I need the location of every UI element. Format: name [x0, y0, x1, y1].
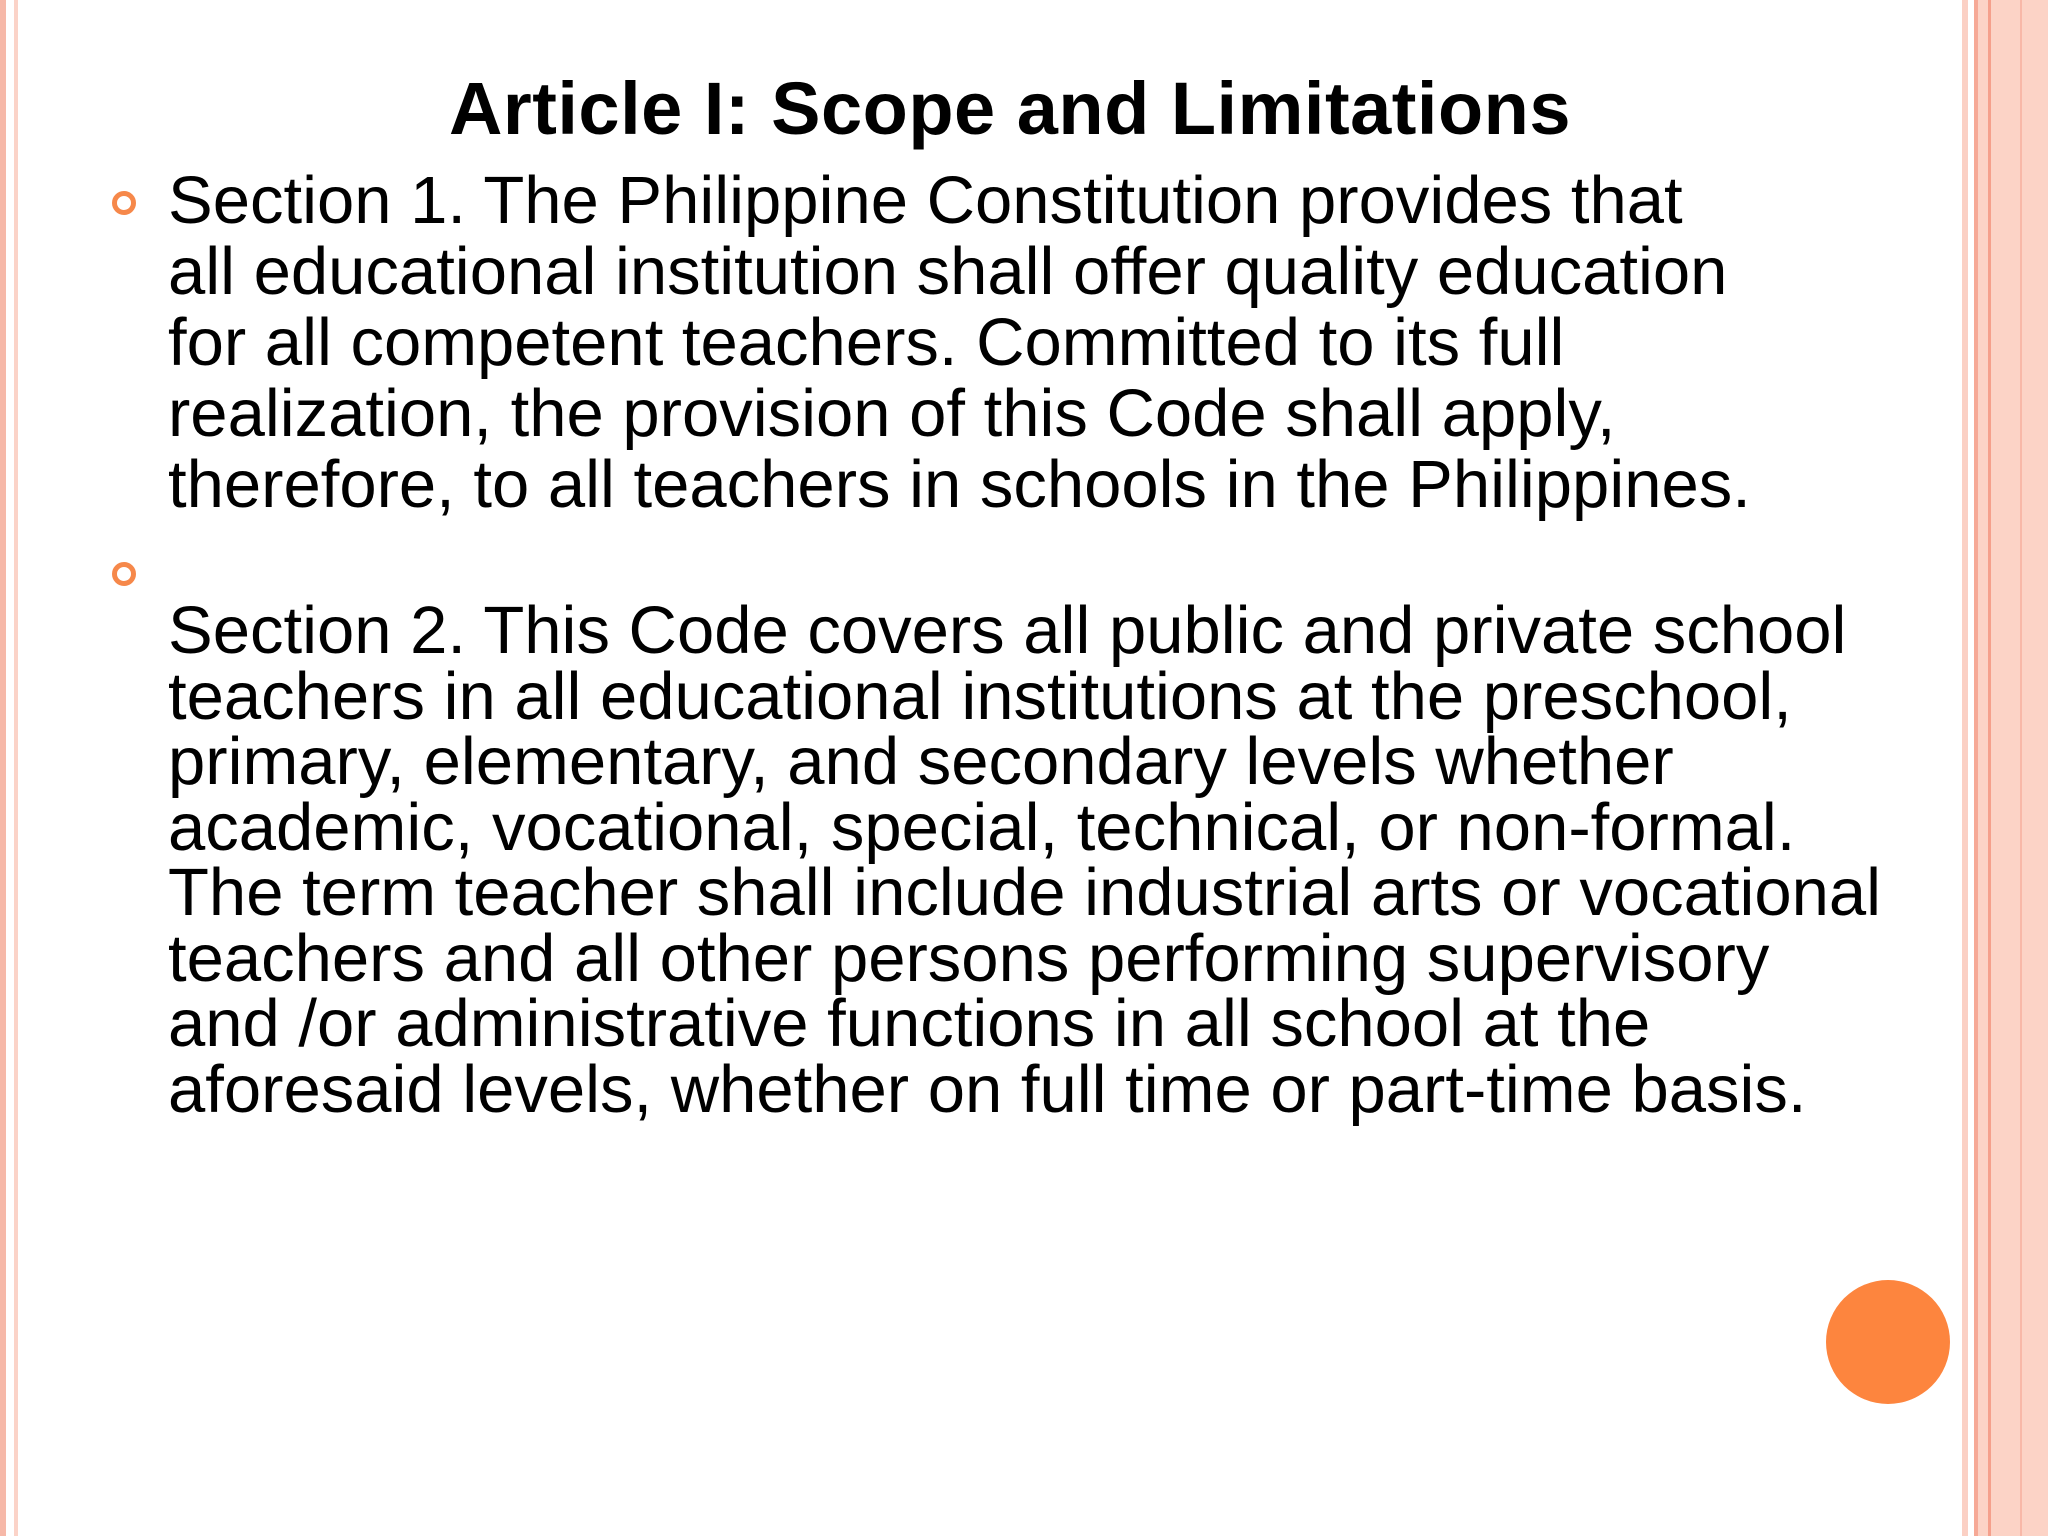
- left-border-line: [0, 0, 6, 1536]
- section-2-text: Section 2. This Code covers all public and private school teachers in all educational institutions at the preschool, primary, elementary, and secondary levels whether academic, vocational, special, technical, or non-formal. The term teacher shall include industrial arts or vocational teachers and all other persons performing supervisory and /or administrative functions in all school at the aforesaid levels, whether on full time or part-time basis.: [168, 593, 1882, 1127]
- right-border-line: [1988, 0, 1991, 1536]
- hollow-circle-bullet-icon: [112, 562, 136, 586]
- hollow-circle-bullet-icon: [112, 191, 136, 215]
- left-border-line-inner: [14, 0, 18, 1536]
- right-border-line: [2020, 0, 2022, 1536]
- orange-circle-decoration: [1826, 1280, 1950, 1404]
- slide-title: Article I: Scope and Limitations: [448, 67, 1572, 150]
- section-1-text: Section 1. The Philippine Constitution provides that all educational institution shall offer quality education for all competent teachers. Committed to its full realization, the provision of this Code shall apply, therefore, to all teachers in schools in the Philippines.: [168, 163, 1751, 522]
